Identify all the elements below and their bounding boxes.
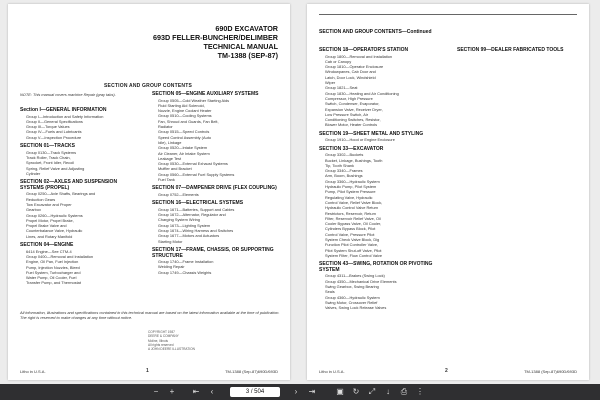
- group-entry: Group 0260—Hydraulic Systems: [26, 212, 83, 218]
- section-contents-title: SECTION AND GROUP CONTENTS: [104, 83, 192, 89]
- section-heading: SECTION 04—ENGINE: [20, 242, 74, 249]
- group-entry: Fuel Tank: [158, 177, 175, 183]
- group-entry: Regulating Valve, Hydraulic: [325, 194, 373, 200]
- disclaimer-text: All information, illustrations and specifications contained in this technical manual are based on the latest information available at the time of publication. The right is reserved to make changes at any time without notice.: [20, 310, 280, 321]
- group-entry: Windowpanes, Cab Door and: [325, 69, 376, 75]
- group-entry: Group 4360—Hydraulic System: [325, 294, 380, 300]
- group-entry: Speed Control Assembly (Auto: [158, 134, 211, 140]
- copyright-line: All rights reserved: [148, 342, 174, 347]
- page-indicator[interactable]: 3 / 504: [230, 387, 280, 397]
- group-entry: Conditioning Switches, Resistor,: [325, 117, 381, 123]
- group-entry: Group 0530—External Exhaust Systems: [158, 161, 228, 167]
- group-entry: Group 3340—Frames: [325, 168, 363, 174]
- section-heading: SECTION 17—FRAME, CHASSIS, OR SUPPORTING STRUCTURE: [152, 246, 274, 259]
- group-entry: Pump, Injection Nozzles, Bleed: [26, 264, 80, 270]
- more-options-icon[interactable]: ⋮: [416, 387, 424, 396]
- group-entry: Group 1830—Heating and Air Conditioning: [325, 90, 399, 96]
- group-entry: Fluid Starting Aid Solenoid,: [158, 102, 205, 108]
- group-entry: Swing Motor, Crossover Relief: [325, 299, 378, 305]
- group-entry: Group 0515—Speed Controls: [158, 129, 210, 135]
- section-heading: SECTION 01—TRACKS: [20, 143, 76, 150]
- group-entry: Group III—Torque Values: [26, 124, 70, 130]
- section-heading: SECTION 33—EXCAVATOR: [319, 145, 384, 152]
- group-entry: Group 4350—Mechanical Drive Elements: [325, 278, 397, 284]
- group-entry: Nozzle, Engine Coolant Heater: [158, 108, 212, 114]
- group-entry: Group 1674—Wiring Harness and Switches: [158, 228, 234, 234]
- group-entry: Starting Motor: [158, 238, 183, 244]
- title-line: 693D FELLER-BUNCHER/DELIMBER: [153, 33, 278, 42]
- contents-column-right: [457, 48, 577, 54]
- group-entry: Tow Excavator and Proper: [26, 201, 72, 207]
- group-entry: Group 4311—Brakes (Swing Lock): [325, 273, 385, 279]
- group-entry: Group IV—Fuels and Lubricants: [26, 129, 82, 135]
- fit-page-icon[interactable]: ▣: [336, 387, 344, 396]
- manual-title: [153, 24, 278, 60]
- group-entry: Latch, Door Lock, Windshield: [325, 74, 376, 80]
- group-entry: Group 1910—Hood or Engine Enclosure: [325, 137, 395, 143]
- group-entry: Hydraulic Pump, Pilot System: [325, 184, 377, 190]
- page-number: 1: [146, 368, 149, 374]
- group-entry: Charging System Wiring: [158, 217, 200, 223]
- group-entry: Group 1673—Lighting System: [158, 222, 211, 228]
- group-entry: Switch, Condenser, Evaporator,: [325, 101, 380, 107]
- copyright-line: A JOHN DEERE ILLUSTRATION: [148, 347, 195, 352]
- copyright-line: Moline, Illinois: [148, 338, 169, 343]
- group-entry: Filter, Reservoir Relief Valve, Oil: [325, 215, 381, 221]
- group-entry: System Filter, Flow Control Valve: [325, 252, 383, 258]
- group-entry: Cylinders Bypass Block, Pilot: [325, 226, 376, 232]
- fullscreen-icon[interactable]: ⤢: [368, 387, 376, 396]
- footer-litho: Litho in U.S.A.: [20, 369, 46, 374]
- group-entry: Function Pilot Controller Valve,: [325, 242, 379, 248]
- group-entry: Group 0505—Cold Weather Starting Aids: [158, 97, 230, 103]
- group-entry: Group 1740—Frame Installation: [158, 259, 214, 265]
- group-entry: Group 1672—Alternator, Regulator and: [158, 212, 226, 218]
- group-entry: Leakage Test: [158, 155, 182, 161]
- title-line: 690D EXCAVATOR: [215, 24, 278, 33]
- section-heading: SECTION 16—ELECTRICAL SYSTEMS: [152, 200, 244, 207]
- section-heading: SECTION 18—OPERATOR'S STATION: [319, 47, 409, 53]
- group-entry: Group 1671—Batteries, Support and Cables: [158, 206, 235, 212]
- group-entry: Cab or Canopy: [325, 58, 352, 64]
- group-entry: Control Valve, Pressure Pilot: [325, 231, 375, 237]
- section-heading: SECTION 05—ENGINE AUXILIARY SYSTEMS: [152, 91, 259, 97]
- download-icon[interactable]: ↓: [386, 387, 390, 396]
- group-entry: Valves, Swing Lock Release Valves: [325, 305, 387, 311]
- viewer-toolbar: [0, 384, 600, 400]
- group-entry: Idle), Linkage: [158, 139, 182, 145]
- group-entry: Propel Brake Valve and: [26, 223, 67, 229]
- group-entry: Gearbox: [26, 207, 41, 213]
- group-entry: Cylinder: [26, 170, 41, 176]
- group-entry: Group 0560—External Fuel Supply Systems: [158, 171, 235, 177]
- group-entry: Wiper: [325, 80, 336, 86]
- title-line: TM-1388 (SEP-87): [217, 51, 278, 60]
- footer-manual-id: TM-1388 (Sep-87)690D/693D: [225, 369, 278, 374]
- group-entry: Engine, Oil Pan, Fuel Injection: [26, 259, 79, 265]
- group-entry: Group II—General Specifications: [26, 118, 83, 124]
- group-entry: Group 1677—Motors and Actuators: [158, 233, 220, 239]
- group-entry: Group 0250—Axle Shafts, Bearings and: [26, 191, 96, 197]
- page-number: 2: [445, 368, 448, 374]
- first-page-icon[interactable]: ⇤: [192, 387, 200, 396]
- group-entry: Compressor, High Pressure: [325, 95, 373, 101]
- group-entry: Pilot System Shut-off Valve, Pilot: [325, 247, 382, 253]
- rotate-icon[interactable]: ↻: [352, 387, 360, 396]
- repair-note: NOTE: This manual covers machine Repair (gray tabs).: [20, 92, 116, 97]
- header-rule: [319, 14, 577, 15]
- group-entry: Muffler and Bracket: [158, 166, 192, 172]
- group-entry: Low Pressure Switch, Air: [325, 111, 369, 117]
- group-entry: Group 0752—Elements: [158, 191, 199, 197]
- group-entry: Swing Gearbox, Swing Bearing: [325, 283, 379, 289]
- group-entry: Bucket, Linkage, Bushings, Tooth: [325, 157, 383, 163]
- footer-litho: Litho in U.S.A.: [319, 369, 345, 374]
- contents-column-right: [152, 92, 280, 275]
- group-entry: Arm, Boom, Bushings: [325, 173, 363, 179]
- print-icon[interactable]: ⎙: [400, 387, 408, 396]
- group-entry: Group 0510—Cooling Systems: [158, 113, 212, 119]
- zoom-out-icon[interactable]: −: [153, 387, 159, 396]
- group-entry: Expansion Valve, Receiver Dryer,: [325, 106, 383, 112]
- group-entry: Lines, and Rotary Manifold: [26, 233, 73, 239]
- group-entry: Tip, Tooth Shank: [325, 162, 354, 168]
- section-heading: SECTION 07—DAMPENER DRIVE (FLEX COUPLING): [152, 185, 277, 192]
- section-heading: Section I—GENERAL INFORMATION: [20, 107, 107, 113]
- group-entry: Group 1800—Removal and Installation: [325, 53, 393, 59]
- group-entry: Cooler Bypass Valve, Oil Cooler,: [325, 221, 382, 227]
- group-entry: Track Roller, Track Chain,: [26, 154, 71, 160]
- group-entry: Group V—Inspection Procedure: [26, 134, 82, 140]
- group-entry: Transfer Pump, and Thermostat: [26, 280, 81, 286]
- section-heading: SECTION 19—SHEET METAL AND STYLING: [319, 130, 424, 137]
- continued-header: SECTION AND GROUP CONTENTS—Continued: [319, 29, 432, 35]
- group-entry: Fan, Shroud and Guards, Fan Belt,: [158, 118, 219, 124]
- last-page-icon[interactable]: ⇥: [308, 387, 316, 396]
- group-entry: Radiator: [158, 124, 173, 130]
- section-heading: SECTION 43—SWING, ROTATION OR PIVOTING SYSTEM: [319, 261, 433, 273]
- copyright-block: [148, 330, 268, 351]
- group-entry: Group 1749—Chassis Weights: [158, 269, 212, 275]
- group-entry: Hydraulic Control Valve Return: [325, 205, 379, 211]
- title-line: TECHNICAL MANUAL: [203, 42, 278, 51]
- group-entry: Pump, Pilot System Pressure: [325, 189, 376, 195]
- group-entry: Restrictors, Reservoir, Return: [325, 210, 377, 216]
- footer-manual-id: TM-1388 (Sep-87)690D/693D: [524, 369, 577, 374]
- group-entry: Air Cleaner, Air Intake System: [158, 150, 210, 156]
- copyright-line: COPYRIGHT 1987: [148, 330, 175, 334]
- group-entry: Water Pump, Oil Cooler, Fuel: [26, 275, 77, 281]
- group-entry: Blower Motor, Heater Controls: [325, 122, 378, 128]
- group-entry: Control Valve, Relief Valve Block,: [325, 199, 383, 205]
- group-entry: Group I—Introduction and Safety Information: [26, 113, 104, 119]
- group-entry: System Check Valve Block, Dig: [325, 236, 380, 242]
- zoom-in-icon[interactable]: +: [169, 387, 175, 396]
- group-entry: Welding Repair: [158, 264, 185, 270]
- section-heading: SECTION 02—AXLES AND SUSPENSION SYSTEMS (PROPEL): [20, 179, 118, 191]
- group-entry: Sprocket, Front Idler, Recoil: [26, 160, 75, 166]
- group-entry: Seals: [325, 289, 335, 295]
- group-entry: Propel Motor, Propel Brake,: [26, 217, 74, 223]
- group-entry: Spring, Relief Valve and Adjusting: [26, 165, 85, 171]
- group-entry: Group 1810—Operator Enclosure: [325, 64, 384, 70]
- group-entry: 6414 Engine—See CTM-4: [26, 248, 72, 254]
- copyright-line: DEERE & COMPANY: [148, 334, 179, 339]
- group-entry: Group 0520—Intake System: [158, 145, 208, 151]
- group-entry: Counterbalance Valve, Hydraulic: [26, 228, 83, 234]
- contents-column-left: [20, 108, 140, 286]
- group-entry: Group 3360—Hydraulic System: [325, 178, 380, 184]
- group-entry: Group 0130—Track Systems: [26, 149, 77, 155]
- manual-page-1: [8, 4, 290, 380]
- group-entry: Group 1821—Seat: [325, 85, 358, 91]
- group-entry: Group 0400—Removal and Installation: [26, 253, 94, 259]
- next-page-icon[interactable]: ›: [294, 387, 298, 396]
- group-entry: Reduction Gears: [26, 196, 56, 202]
- contents-column-left: [319, 48, 443, 310]
- section-heading: SECTION 99—DEALER FABRICATED TOOLS: [457, 47, 564, 53]
- group-entry: Fuel System, Turbocharger and: [26, 269, 81, 275]
- previous-page-icon[interactable]: ‹: [210, 387, 214, 396]
- manual-page-2: [307, 4, 589, 380]
- group-entry: Group 3302—Buckets: [325, 152, 364, 158]
